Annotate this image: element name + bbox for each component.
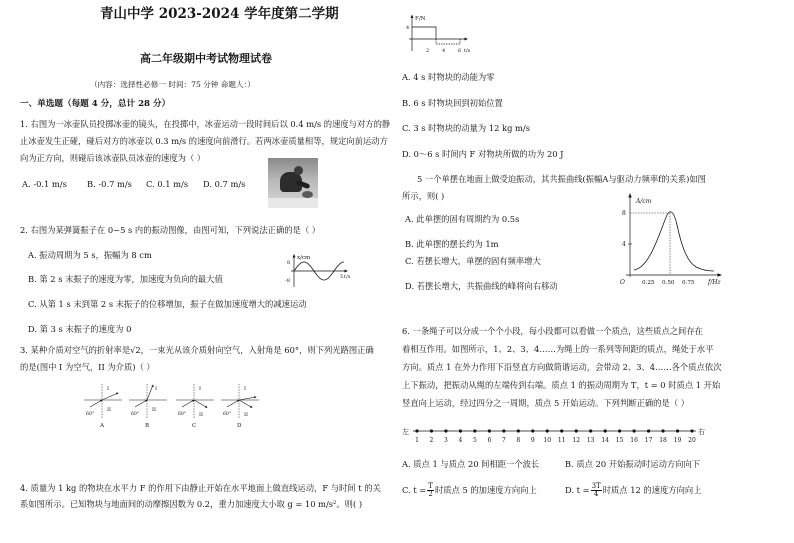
medium-2-label: II xyxy=(152,407,156,413)
q4-option-c: C. 3 s 时物块的动量为 12 kg m/s xyxy=(402,123,530,133)
resonance-y-label: A/cm xyxy=(636,198,652,205)
rope-point xyxy=(473,429,476,432)
resonance-curve-graph xyxy=(614,191,728,289)
angle-label: 60° xyxy=(223,412,232,417)
rope-point xyxy=(633,429,636,432)
q1-stem-line: 向为正方向，则碰后该冰壶队员冰壶的速度为（ ） xyxy=(20,153,206,163)
rope-point-label: 4 xyxy=(458,437,463,444)
fraction-denominator: 2 xyxy=(428,490,433,498)
rope-point-label: 2 xyxy=(429,437,434,444)
rope-point-label: 19 xyxy=(673,437,682,444)
fraction-numerator: 3T xyxy=(591,482,601,490)
q5-option-a: A. 此单摆的固有周期约为 0.5s xyxy=(405,214,520,224)
medium-2-label: II xyxy=(107,407,111,413)
rope-point xyxy=(618,429,621,432)
q5-option-b: B. 此单摆的摆长约为 1m xyxy=(405,239,499,249)
light-path-option-b xyxy=(129,384,167,429)
angle-label: 60° xyxy=(131,412,140,417)
rope-point-label: 12 xyxy=(572,437,581,444)
q6-stem-line: 竖直向上运动，经过四分之一周期，质点 5 开始运动。下列判断正确的是（ ） xyxy=(402,398,689,408)
q6-option-d-prefix: D. t = xyxy=(565,485,590,495)
q3-stem-line: 的是(图中 I 为空气，II 为介质)（ ） xyxy=(20,362,155,372)
q1-stem-line: 止冰壶发生正碰，碰后对方的冰壶以 0.3 m/s 的速度向前滑行。若两冰壶质量相等，规定向前运动方 xyxy=(20,136,388,146)
rope-point-label: 7 xyxy=(501,437,506,444)
fraction-denominator: 4 xyxy=(593,490,599,498)
resonance-y-tick: 4 xyxy=(622,241,626,248)
oscillation-y-label: x/cm xyxy=(297,255,311,261)
rope-point xyxy=(604,429,607,432)
q5-stem-line: 所示，则( ) xyxy=(402,191,445,201)
medium-2-label: II xyxy=(244,412,248,418)
photo-player-head xyxy=(294,166,303,175)
light-path-diagrams xyxy=(80,380,262,430)
incident-ray xyxy=(90,400,102,407)
rope-point-label: 17 xyxy=(644,437,653,444)
photo-ice xyxy=(268,198,318,208)
force-x-label: t/s xyxy=(464,48,471,54)
force-x-tick: 6 xyxy=(458,48,462,54)
rope-point-label: 5 xyxy=(472,437,477,444)
rope-right-label: 右 xyxy=(698,428,705,436)
choice-label-b: B xyxy=(145,423,150,429)
choice-label-c: C xyxy=(192,423,197,429)
resonance-origin: O xyxy=(620,279,625,286)
q4-option-a: A. 4 s 时物块的动能为零 xyxy=(402,72,495,82)
x-axis-arrow xyxy=(465,38,469,41)
q1-option-a: A. -0.1 m/s xyxy=(22,179,67,189)
incident-ray xyxy=(227,400,239,407)
rope-point-label: 6 xyxy=(487,437,492,444)
reflected-ray xyxy=(194,400,207,408)
q1-stem-line: 1. 右图为一冰壶队员投掷冰壶的镜头，在投掷中，冰壶运动一段时间后以 0.4 m/s 的速度与对方的静 xyxy=(20,119,391,129)
resonance-x-label: f/Hz xyxy=(708,279,721,286)
q4-stem-line: 系如图所示。已知物块与地面间的动摩擦因数为 0.2，重力加速度大小取 g = 10 m/s²。则( ) xyxy=(20,499,363,509)
q2-option-d: D. 第 3 s 末振子的速度为 0 xyxy=(28,324,132,334)
fraction xyxy=(427,483,434,498)
rope-points xyxy=(415,429,696,444)
refracted-ray xyxy=(239,397,256,400)
rope-point-label: 8 xyxy=(516,437,521,444)
rope-point xyxy=(430,429,433,432)
q6-option-c xyxy=(402,482,537,498)
q6-stem-line: 着相互作用。如图所示，1、2、3、4……为绳上的一系列等间距的质点，绳处于水平 xyxy=(402,344,714,354)
oscillation-x-tick: 5 xyxy=(340,274,344,280)
rope-point xyxy=(661,429,664,432)
rope-point-label: 16 xyxy=(630,437,638,444)
light-path-option-c xyxy=(176,384,214,429)
q6-option-b: B. 质点 20 开始振动时运动方向向下 xyxy=(565,459,701,469)
angle-label: 60° xyxy=(86,412,95,417)
rope-point xyxy=(676,429,679,432)
rope-point xyxy=(444,429,447,432)
resonance-x-tick: 0.50 xyxy=(662,280,675,286)
q4-option-b: B. 6 s 时物块回到初始位置 xyxy=(402,98,503,108)
q6-option-c-prefix: C. t = xyxy=(402,485,427,495)
refracted-ray xyxy=(102,393,118,400)
angle-label: 60° xyxy=(178,412,187,417)
q6-stem-line: 6. 一条绳子可以分成一个个小段，每小段都可以看做一个质点，这些质点之间存在 xyxy=(402,326,703,336)
section-title: 一、单选题（每题 4 分，总计 28 分） xyxy=(20,99,171,109)
medium-1-label: I xyxy=(244,386,246,392)
fraction xyxy=(591,483,602,498)
oscillation-y-tick: -8 xyxy=(285,278,290,284)
rope-point xyxy=(415,429,418,432)
q6-option-d-suffix: 时质点 12 的速度方向向上 xyxy=(602,485,702,495)
q2-stem: 2. 右图为某弹簧振子在 0~5 s 内的振动图像，由图可知，下列说法正确的是（ ） xyxy=(20,225,321,235)
force-time-graph xyxy=(402,13,476,55)
resonance-y-tick: 8 xyxy=(622,210,626,217)
fraction-numerator: T xyxy=(428,482,433,490)
rope-point-label: 9 xyxy=(530,437,535,444)
q2-option-a: A. 振动周期为 5 s，振幅为 8 cm xyxy=(28,250,152,260)
exam-meta: （内容：选择性必修一 时间：75 分钟 命题人：） xyxy=(90,80,255,89)
y-axis-arrow xyxy=(293,254,296,258)
rope-point-label: 14 xyxy=(601,437,609,444)
rope-point xyxy=(531,429,534,432)
choice-label-d: D xyxy=(237,423,242,429)
q2-option-c: C. 从第 1 s 末到第 2 s 末振子的位移增加，振子在做加速度增大的减速运动 xyxy=(28,299,307,309)
photo-curling-stone xyxy=(302,191,313,198)
resonance-x-tick: 0.75 xyxy=(682,280,695,286)
force-positive-step xyxy=(412,27,436,39)
rope-point-label: 18 xyxy=(659,437,667,444)
q3-stem-line: 3. 某种介质对空气的折射率是√2，一束光从该介质射向空气，入射角是 60°，则下列光路图正确 xyxy=(20,345,374,355)
y-axis-arrow xyxy=(411,15,414,19)
rope-point-label: 20 xyxy=(688,437,696,444)
resonance-x-tick: 0.25 xyxy=(642,280,655,286)
exam-subtitle: 高二年级期中考试物理试卷 xyxy=(140,52,272,65)
rope-point xyxy=(459,429,462,432)
rope-point-label: 1 xyxy=(415,437,419,444)
q6-option-d xyxy=(565,482,702,498)
rope-point xyxy=(488,429,491,432)
force-x-tick: 4 xyxy=(442,48,446,54)
x-axis-arrow xyxy=(345,270,349,273)
rope-point xyxy=(647,429,650,432)
oscillation-graph xyxy=(284,253,356,289)
q6-option-c-suffix: 时质点 5 的加速度方向向上 xyxy=(434,485,537,495)
reflected-ray xyxy=(239,400,252,408)
incident-ray xyxy=(182,400,194,407)
q6-stem-line: 方向。质点 1 在外力作用下沿竖直方向做简谐运动，会带动 2、3、4……各个质点依次 xyxy=(402,362,722,372)
resonance-curve xyxy=(634,212,714,271)
medium-1-label: I xyxy=(107,386,109,392)
oscillation-x-label: t/s xyxy=(344,274,351,280)
rope-point xyxy=(546,429,549,432)
incident-ray xyxy=(135,400,147,407)
force-y-tick: 4 xyxy=(406,25,410,31)
choice-label-a: A xyxy=(100,423,104,429)
x-axis-arrow xyxy=(718,273,723,276)
oscillation-y-tick: 8 xyxy=(287,260,291,266)
rope-point-label: 11 xyxy=(557,437,566,444)
rope-point xyxy=(575,429,578,432)
medium-2-label: II xyxy=(199,412,203,418)
exam-title: 青山中学 2023-2024 学年度第二学期 xyxy=(100,6,339,22)
rope-point xyxy=(690,429,693,432)
q1-option-c: C. 0.1 m/s xyxy=(146,179,189,189)
q1-option-b: B. -0.7 m/s xyxy=(87,179,132,189)
force-y-label: F/N xyxy=(415,16,426,22)
q5-option-d: D. 若摆长增大，共振曲线的峰将向右移动 xyxy=(405,281,558,291)
q1-option-d: D. 0.7 m/s xyxy=(203,179,246,189)
q6-stem-line: 上下振动，把振动从绳的左端传到右端。质点 1 的振动周期为 T，t = 0 时质点 1 开始 xyxy=(402,380,721,390)
y-axis-arrow xyxy=(628,193,631,198)
rope-diagram xyxy=(400,423,712,447)
q5-option-c: C. 若摆长增大，单摆的固有频率增大 xyxy=(405,256,541,266)
q5-stem-line: 5 一个单摆在地面上做受迫振动，其共振曲线(振幅A与驱动力频率f的关系)如图 xyxy=(417,174,706,184)
light-path-option-a xyxy=(84,384,122,429)
medium-1-label: I xyxy=(199,386,201,392)
rope-point xyxy=(517,429,520,432)
rope-left-label: 左 xyxy=(402,428,409,436)
light-path-option-d xyxy=(221,384,259,429)
force-negative-step xyxy=(436,39,460,44)
q4-stem-line: 4. 质量为 1 kg 的物块在水平力 F 的作用下由静止开始在水平地面上做直线运动，F 与时间 t 的关 xyxy=(20,483,381,493)
rope-point-label: 10 xyxy=(543,437,552,444)
q4-option-d: D. 0～6 s 时间内 F 对物块所做的功为 20 J xyxy=(402,149,564,159)
q6-option-a: A. 质点 1 与质点 20 间相距一个波长 xyxy=(402,459,540,469)
medium-1-label: I xyxy=(155,386,157,392)
rope-point xyxy=(589,429,592,432)
refracted-ray xyxy=(147,385,153,400)
force-x-tick: 2 xyxy=(426,48,430,54)
rope-point-label: 15 xyxy=(615,437,624,444)
rope-point xyxy=(502,429,505,432)
q2-option-b: B. 第 2 s 末振子的速度为零，加速度为负向的最大值 xyxy=(28,274,223,284)
curling-photo xyxy=(268,158,318,208)
rope-point-label: 3 xyxy=(444,437,448,444)
rope-point-label: 13 xyxy=(586,437,595,444)
rope-point xyxy=(560,429,563,432)
